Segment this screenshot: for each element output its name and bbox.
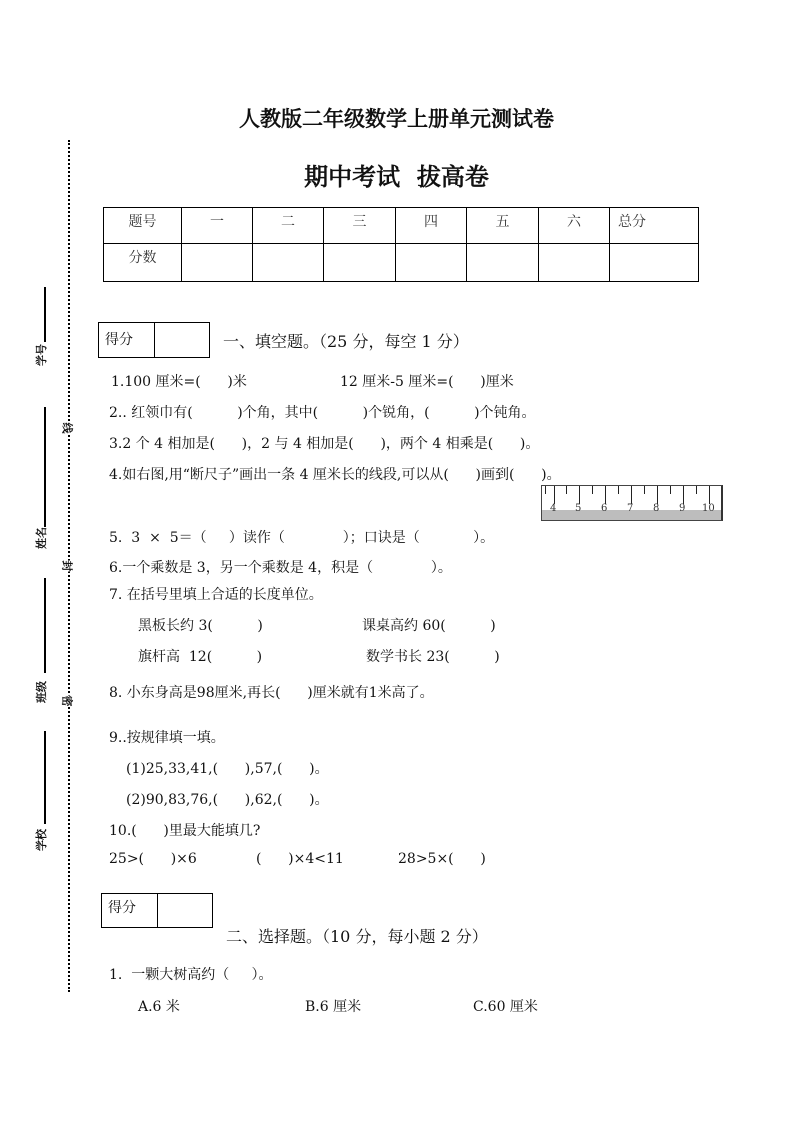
cut-mark-feng: 封: [60, 560, 74, 572]
section2-title: 二、选择题。（10 分，每小题 2 分）: [226, 927, 488, 946]
question-5: 5. 3 × 5＝（ ）读作（ ）；口诀是（ ）。: [109, 530, 495, 546]
choice-question-1: 1. 一颗大树高约（ ）。: [109, 967, 273, 983]
score-box-input[interactable]: [158, 894, 212, 927]
section2-score-box: [101, 893, 213, 928]
ruler-label: 4: [550, 503, 557, 514]
school-label: 学校: [35, 829, 48, 851]
question-1b: 12 厘米-5 厘米=( )厘米: [340, 374, 514, 390]
name-line[interactable]: [44, 407, 46, 527]
header-cell: 题号: [104, 208, 182, 244]
cut-mark-xian: 线: [60, 422, 74, 434]
ruler-label: 5: [575, 503, 582, 514]
score-box-label: 得分: [102, 894, 158, 927]
question-9-1: (1)25,33,41,( ),57,( )。: [126, 761, 329, 777]
score-cell[interactable]: [396, 244, 467, 282]
question-8: 8. 小东身高是98厘米,再长( )厘米就有1米高了。: [109, 685, 434, 701]
question-4: 4.如右图,用“断尺子”画出一条 4 厘米长的线段,可以从( )画到( )。: [109, 467, 561, 483]
section1-score-box: [98, 322, 210, 358]
class-label: 班级: [35, 681, 48, 703]
score-cell[interactable]: [610, 244, 699, 282]
question-10c: 28>5×( ): [398, 851, 486, 867]
header-cell: 五: [467, 208, 539, 244]
score-cell[interactable]: [324, 244, 396, 282]
score-cell[interactable]: [539, 244, 610, 282]
student-id-line[interactable]: [44, 287, 46, 342]
option-c[interactable]: C.60 厘米: [473, 999, 538, 1015]
score-cell[interactable]: [182, 244, 253, 282]
question-7: 7. 在括号里填上合适的长度单位。: [109, 587, 323, 603]
question-9-2: (2)90,83,76,( ),62,( )。: [126, 792, 329, 808]
header-cell: 总分: [610, 208, 699, 244]
question-1a: 1.100 厘米=( )米: [111, 374, 247, 390]
score-box-label: 得分: [99, 323, 155, 357]
question-10b: ( )×4<11: [256, 851, 344, 867]
header-cell: 一: [182, 208, 253, 244]
ruler-label: 10: [702, 503, 715, 514]
score-cell[interactable]: [467, 244, 539, 282]
broken-ruler-image: [541, 485, 723, 521]
question-10: 10.( )里最大能填几?: [109, 823, 261, 839]
cut-mark-mi: 密: [60, 695, 74, 707]
score-table: [103, 207, 699, 282]
student-id-label: 学号: [35, 344, 48, 366]
ruler-label: 6: [601, 503, 608, 514]
ruler-label: 9: [679, 503, 686, 514]
school-line[interactable]: [44, 731, 46, 824]
score-table-score-row: [104, 244, 699, 282]
name-label: 姓名: [35, 527, 48, 549]
header-cell: 二: [253, 208, 324, 244]
question-10a: 25>( )×6: [109, 851, 197, 867]
score-cell[interactable]: [253, 244, 324, 282]
option-b[interactable]: B.6 厘米: [305, 999, 362, 1015]
score-table-header-row: [104, 208, 699, 244]
question-2: 2.. 红领巾有( )个角，其中( )个锐角，( )个钝角。: [109, 405, 536, 421]
exam-title: 人教版二年级数学上册单元测试卷: [239, 107, 554, 131]
question-9: 9..按规律填一填。: [109, 730, 225, 746]
header-cell: 四: [396, 208, 467, 244]
score-label-cell: 分数: [104, 244, 182, 282]
question-7c: 旗杆高 12( ): [138, 649, 263, 665]
ruler-label: 8: [653, 503, 660, 514]
header-cell: 三: [324, 208, 396, 244]
score-box-input[interactable]: [155, 323, 209, 357]
exam-subtitle: 期中考试 拔高卷: [304, 163, 489, 191]
question-3: 3.2 个 4 相加是( )，2 与 4 相加是( )，两个 4 相乘是( )。: [109, 436, 540, 452]
question-7a: 黑板长约 3( ): [138, 618, 263, 634]
question-7b: 课桌高约 60( ): [362, 618, 496, 634]
question-6: 6.一个乘数是 3，另一个乘数是 4，积是（ ）。: [109, 560, 452, 576]
section1-title: 一、填空题。（25 分，每空 1 分）: [223, 332, 469, 351]
class-line[interactable]: [44, 578, 46, 673]
ruler-label: 7: [627, 503, 634, 514]
header-cell: 六: [539, 208, 610, 244]
question-7d: 数学书长 23( ): [366, 649, 500, 665]
option-a[interactable]: A.6 米: [138, 999, 180, 1015]
